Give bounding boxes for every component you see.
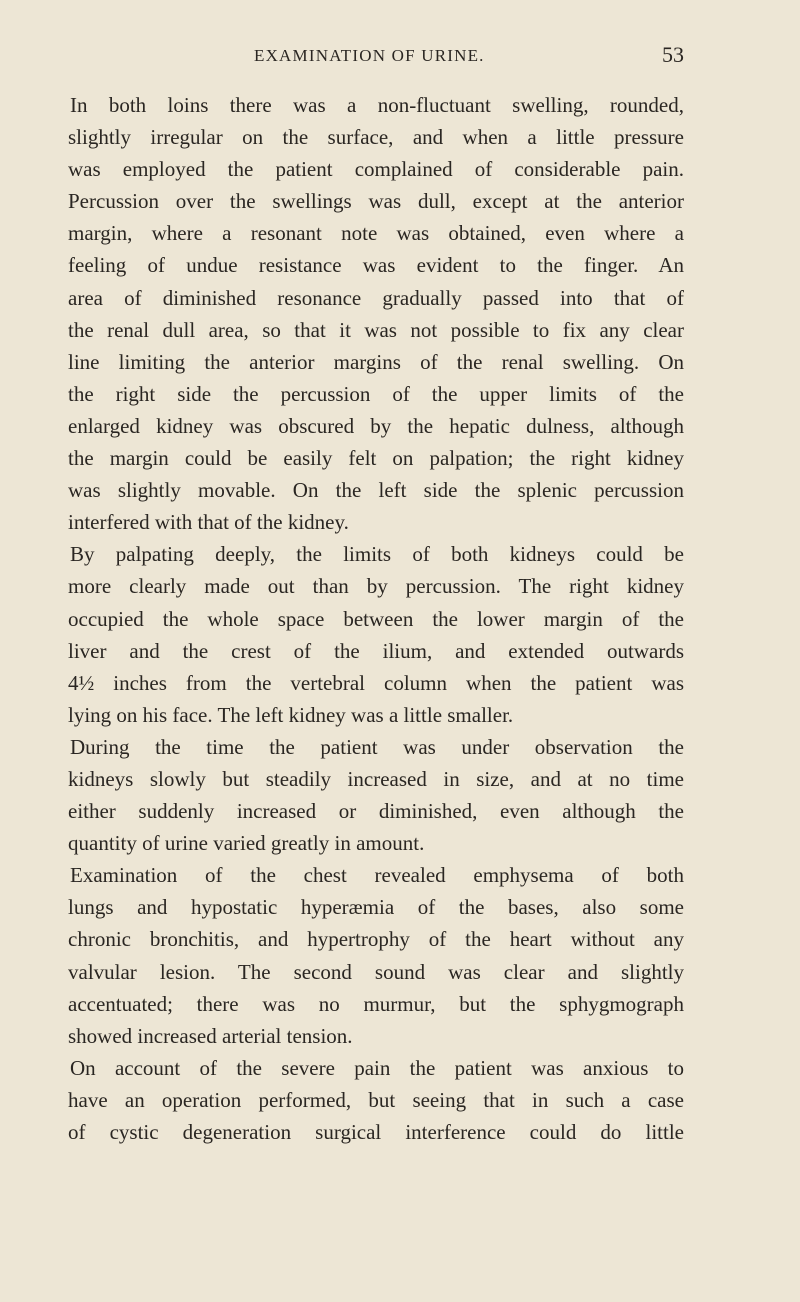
text-line: liver and the crest of the ilium, and extended outwards bbox=[68, 638, 684, 663]
text-line: enlarged kidney was obscured by the hepatic dulness, although bbox=[68, 413, 684, 438]
text-line: quantity of urine varied greatly in amount. bbox=[68, 831, 425, 856]
page-number: 53 bbox=[662, 42, 684, 67]
text-line: of cystic degeneration surgical interference could do little bbox=[68, 1120, 684, 1144]
text-line: line limiting the anterior margins of the renal swelling. On bbox=[68, 349, 684, 374]
text-line: By palpating deeply, the limits of both kidneys could be bbox=[70, 542, 684, 567]
text-line: have an operation performed, but seeing that in such a case bbox=[68, 1087, 684, 1112]
text-line: valvular lesion. The second sound was clear and slightly bbox=[68, 959, 684, 984]
text-line: 4½ inches from the vertebral column when the patient was bbox=[68, 670, 684, 695]
text-line: showed increased arterial tension. bbox=[68, 1023, 353, 1048]
text-line: more clearly made out than by percussion. The right kidney bbox=[68, 574, 684, 599]
text-line: was slightly movable. On the left side the splenic percussion bbox=[68, 478, 684, 503]
text-line: area of diminished resonance gradually passed into that of bbox=[68, 285, 684, 310]
text-line: In both loins there was a non-fluctuant swelling, rounded, bbox=[70, 93, 684, 117]
text-line: the margin could be easily felt on palpation; the right kidney bbox=[68, 446, 684, 471]
text-line: was employed the patient complained of considerable pain. bbox=[68, 157, 684, 182]
text-line: the right side the percussion of the upper limits of the bbox=[68, 381, 684, 406]
text-line: On account of the severe pain the patient was anxious to bbox=[70, 1055, 684, 1080]
text-line: the renal dull area, so that it was not possible to fix any clear bbox=[68, 317, 684, 342]
page-header bbox=[68, 40, 684, 80]
text-line: kidneys slowly but steadily increased in size, and at no time bbox=[68, 766, 684, 791]
text-line: either suddenly increased or diminished, even although the bbox=[68, 799, 684, 824]
text-line: Percussion over the swellings was dull, except at the anterior bbox=[68, 189, 684, 214]
body-text bbox=[68, 89, 684, 1148]
text-line: feeling of undue resistance was evident to the finger. An bbox=[68, 253, 684, 278]
text-line: occupied the whole space between the lower margin of the bbox=[68, 606, 684, 631]
text-line: slightly irregular on the surface, and when a little pressure bbox=[68, 125, 684, 150]
running-head: EXAMINATION OF URINE. bbox=[254, 46, 485, 65]
text-line: Examination of the chest revealed emphysema of both bbox=[70, 863, 684, 888]
text-line: lungs and hypostatic hyperæmia of the bases, also some bbox=[68, 895, 684, 920]
text-line: margin, where a resonant note was obtained, even where a bbox=[68, 221, 684, 246]
text-line: lying on his face. The left kidney was a little smaller. bbox=[68, 702, 514, 727]
text-line: accentuated; there was no murmur, but the sphygmograph bbox=[68, 991, 684, 1016]
text-line: chronic bronchitis, and hypertrophy of the heart without any bbox=[68, 927, 684, 952]
text-line: interfered with that of the kidney. bbox=[68, 510, 349, 535]
text-line: During the time the patient was under observation the bbox=[70, 734, 684, 759]
